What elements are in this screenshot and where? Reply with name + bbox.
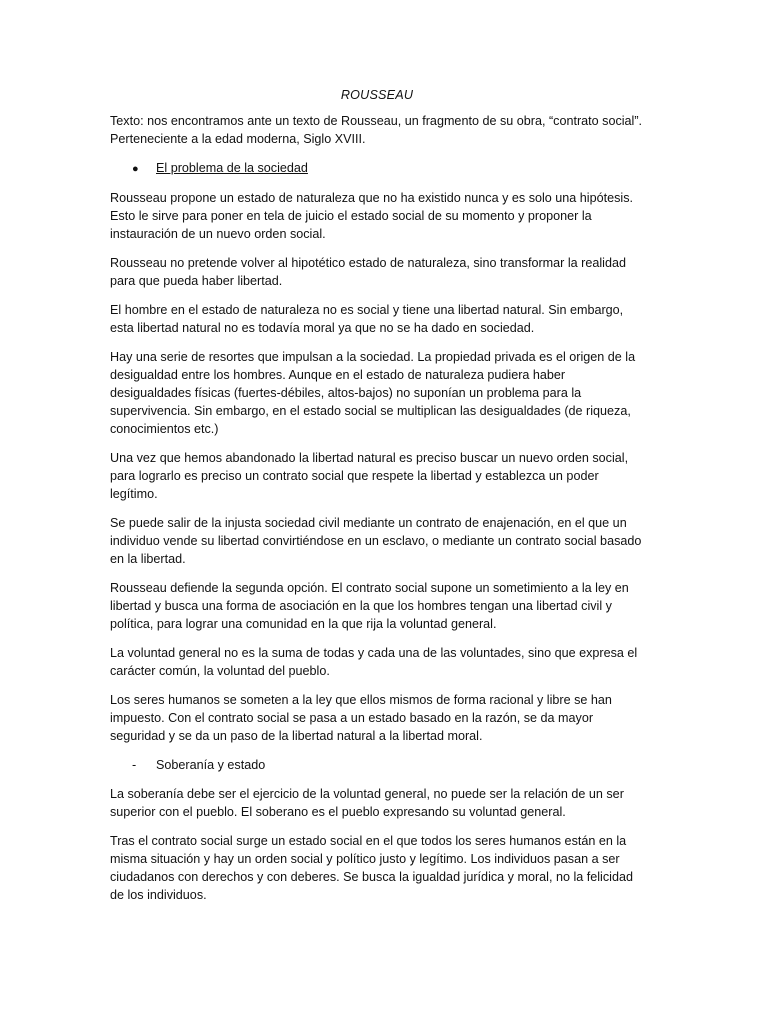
paragraph: Tras el contrato social surge un estado social en el que todos los seres humanos están en la misma situación y hay un orden social y político justo y legítimo. Los individuos pasan a ser ciudadanos con derechos y con deberes. Se busca la igualdad jurídica y moral, no la felicidad de los individuos. — [110, 834, 633, 902]
paragraph: Rousseau propone un estado de naturaleza que no ha existido nunca y es solo una hipótesis. Esto le sirve para poner en tela de juicio el estado social de su momento y proponer la instauración de un nuevo orden social. — [110, 191, 634, 241]
document-page — [110, 86, 644, 915]
paragraph: Rousseau defiende la segunda opción. El contrato social supone un sometimiento a la ley en libertad y busca una forma de asociación en la que los hombres tengan una libertad civil y política, para lograr una comunidad en la que rija la voluntad general. — [110, 581, 629, 631]
paragraph: Rousseau no pretende volver al hipotético estado de naturaleza, sino transformar la realidad para que pueda haber libertad. — [110, 256, 626, 288]
section-heading-label: Soberanía y estado — [156, 758, 266, 772]
paragraph: Una vez que hemos abandonado la libertad natural es preciso buscar un nuevo orden social, para lograrlo es preciso un contrato social que respete la libertad y establezca un poder legítimo. — [110, 451, 629, 501]
paragraph: La soberanía debe ser el ejercicio de la voluntad general, no puede ser la relación de un ser superior con el pueblo. El soberano es el pueblo expresando su voluntad general. — [110, 787, 624, 819]
document-title: ROUSSEAU — [340, 88, 414, 102]
paragraph: Se puede salir de la injusta sociedad civil mediante un contrato de enajenación, en el que un individuo vende su libertad convirtiéndose en un esclavo, o mediante un contrato social basado en la libertad. — [110, 516, 642, 566]
paragraph: El hombre en el estado de naturaleza no es social y tiene una libertad natural. Sin embargo, esta libertad natural no es todavía moral ya que no se ha dado en sociedad. — [110, 303, 624, 335]
section-heading-problema — [110, 159, 644, 178]
paragraph: Hay una serie de resortes que impulsan a la sociedad. La propiedad privada es el origen de la desigualdad entre los hombres. Aunque en el estado de naturaleza pudiera haber desigualdades físicas (fuertes-débiles, altos-bajos) no suponían un problema para la supervivencia. Sin embargo, en el estado social se multiplican las desigualdades (de riqueza, conocimientos etc.) — [110, 350, 636, 436]
bullet-icon: ● — [132, 163, 139, 175]
section-heading-label: El problema de la sociedad — [156, 161, 308, 175]
section-heading-soberania — [110, 756, 644, 774]
paragraph: La voluntad general no es la suma de todas y cada una de las voluntades, sino que expresa el carácter común, la voluntad del pueblo. — [110, 646, 638, 678]
dash-icon: - — [132, 758, 137, 772]
intro-paragraph: Texto: nos encontramos ante un texto de Rousseau, un fragmento de su obra, “contrato social”. Perteneciente a la edad moderna, Siglo XVIII. — [110, 114, 643, 146]
paragraph: Los seres humanos se someten a la ley que ellos mismos de forma racional y libre se han impuesto. Con el contrato social se pasa a un estado basado en la razón, se da mayor seguridad y se da un paso de la libertad natural a la libertad moral. — [110, 693, 612, 743]
